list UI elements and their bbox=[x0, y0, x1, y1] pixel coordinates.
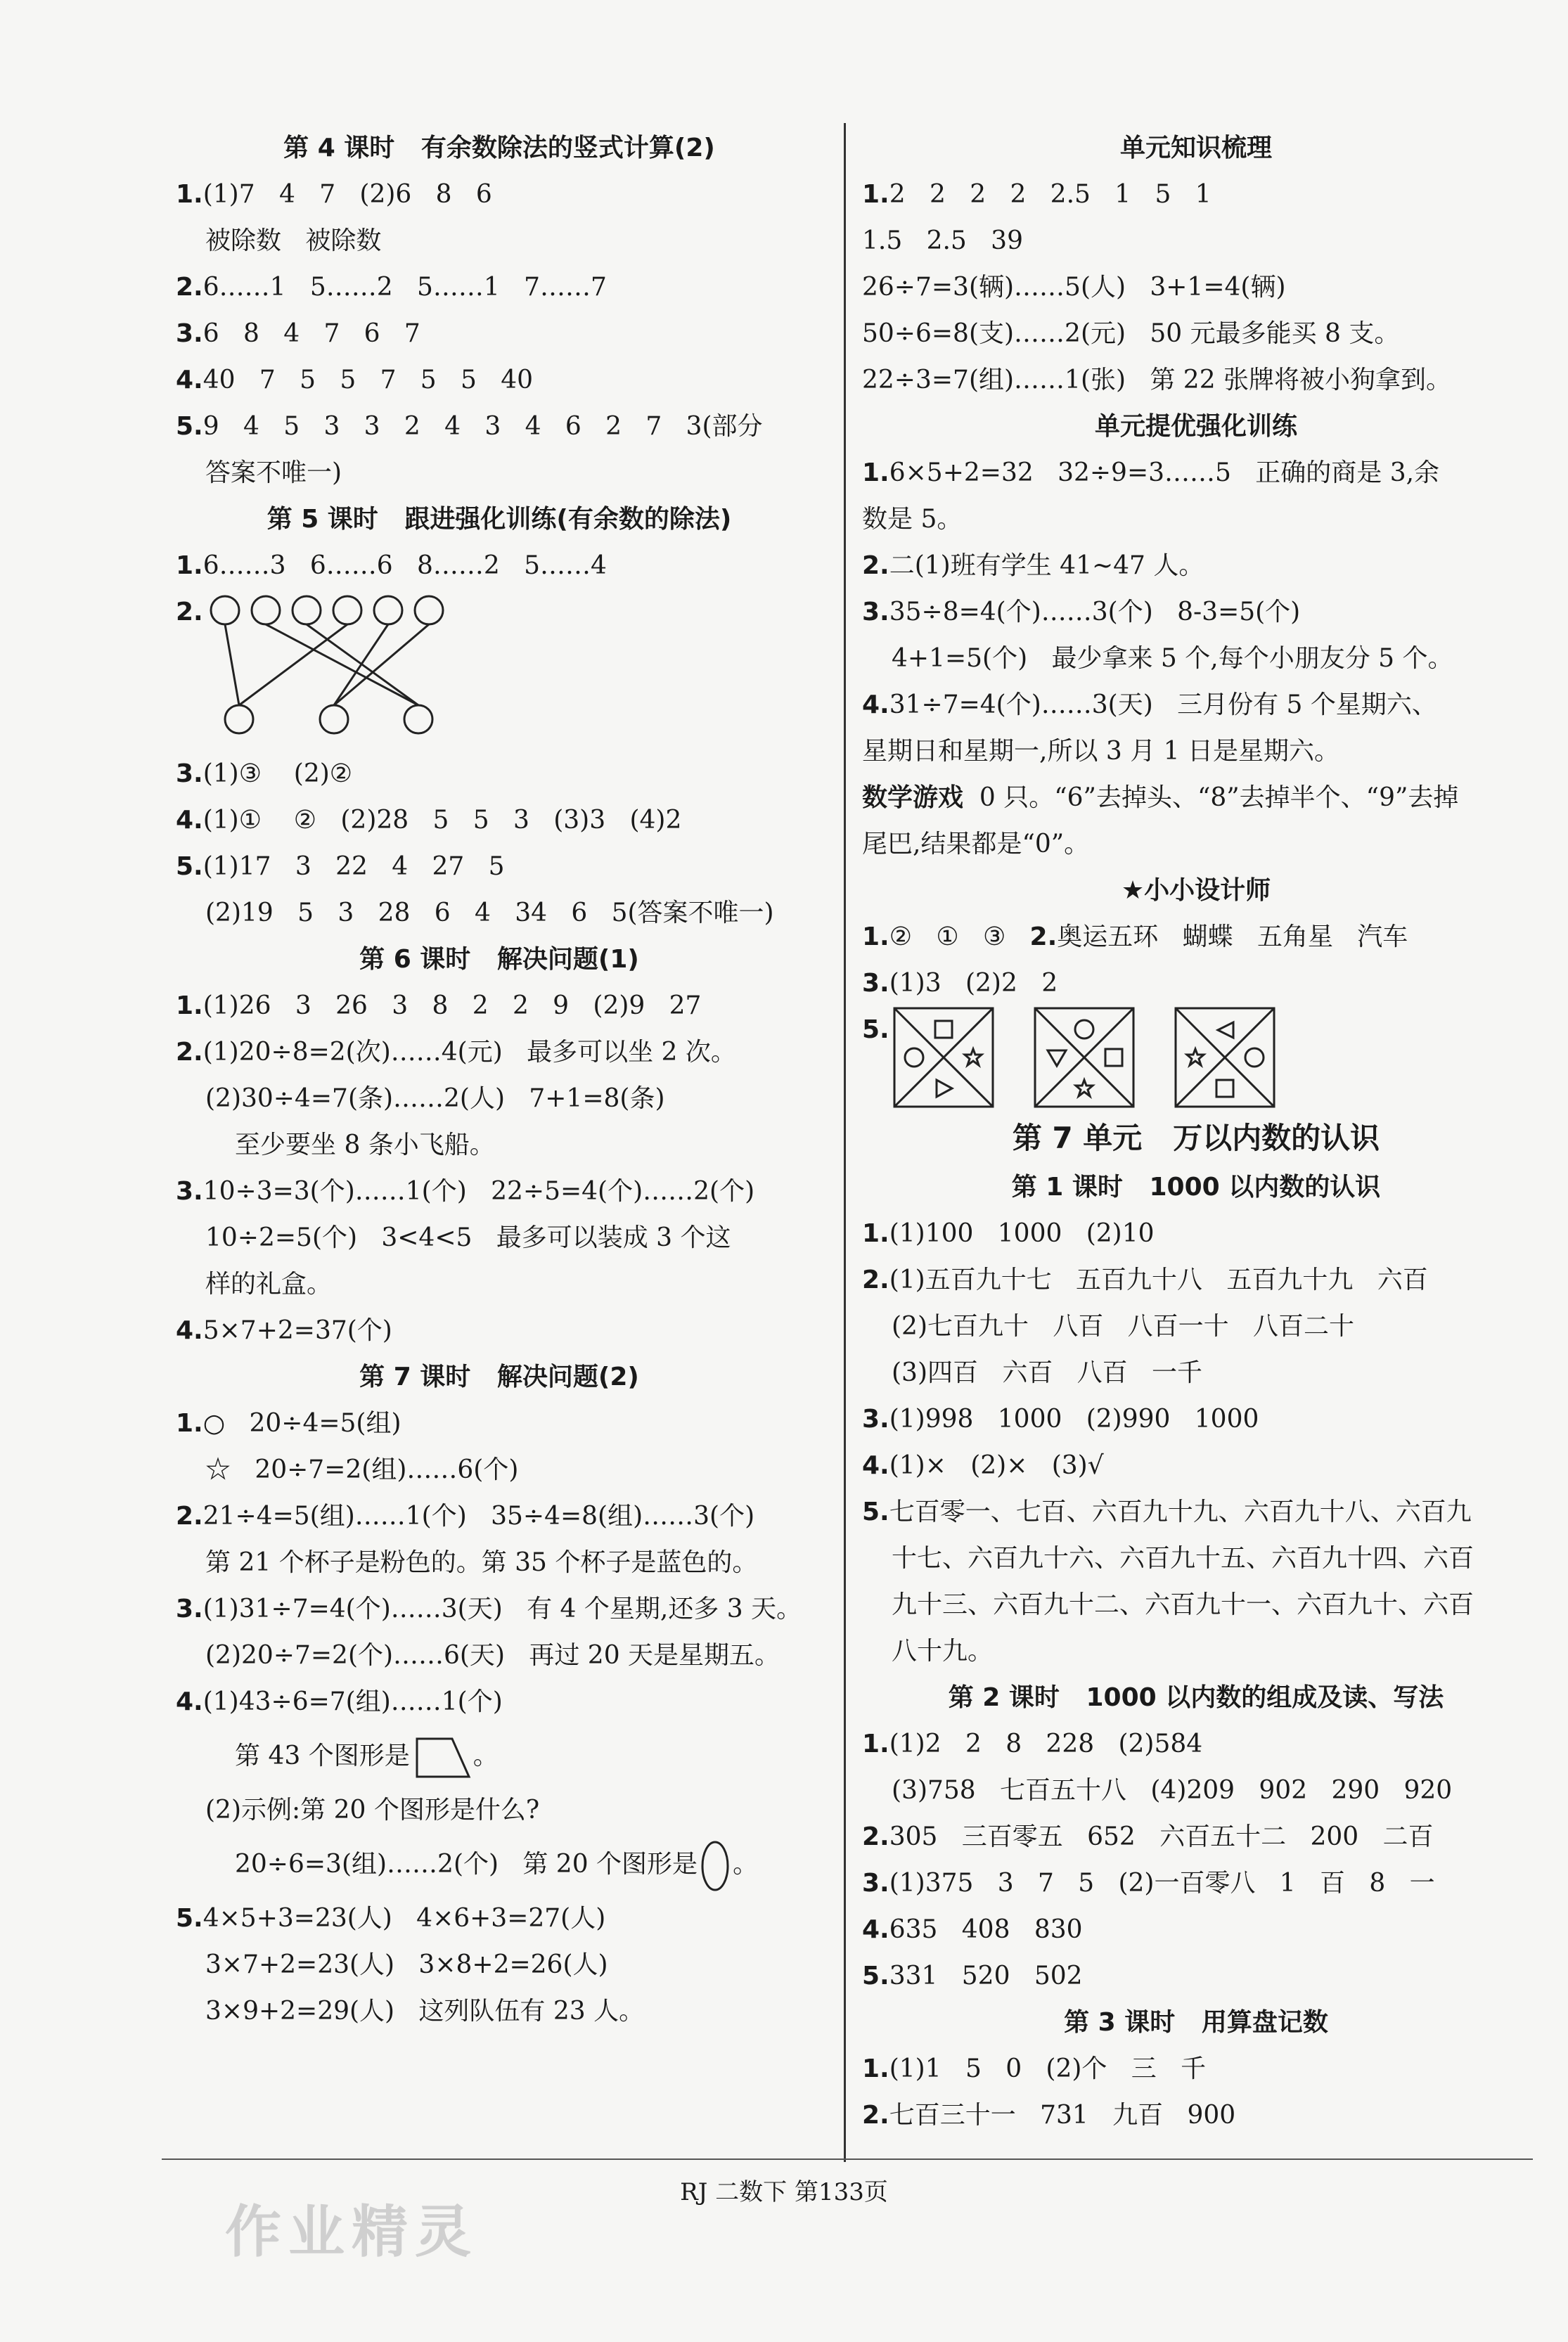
trapezoid-icon bbox=[410, 1733, 473, 1782]
answer-line: (2)30÷4=7(条)……2(人) 7+1=8(条) bbox=[205, 1084, 665, 1113]
section-title: 第 4 课时 有余数除法的竖式计算(2) bbox=[283, 134, 715, 162]
answer-line: 答案不唯一) bbox=[205, 458, 342, 487]
section-title: 单元提优强化训练 bbox=[1094, 412, 1297, 441]
answer-line: 第 21 个杯子是粉色的。第 35 个杯子是蓝色的。 bbox=[205, 1548, 758, 1577]
answer-line: 26÷7=3(辆)……5(人) 3+1=4(辆) bbox=[862, 273, 1286, 302]
section-title: 第 1 课时 1000 以内数的认识 bbox=[1011, 1173, 1381, 1202]
answer-line: 1.○ 20÷4=5(组) bbox=[176, 1409, 401, 1438]
answer-line: 4+1=5(个) 最少拿来 5 个,每个小朋友分 5 个。 bbox=[892, 644, 1453, 673]
answer-line: 2.二(1)班有学生 41~47 人。 bbox=[862, 551, 1204, 580]
answer-line: 3.(1)31÷7=4(个)……3(天) 有 4 个星期,还多 3 天。 bbox=[176, 1595, 802, 1623]
section-title: 单元知识梳理 bbox=[1119, 134, 1272, 162]
answer-line: 尾巴,结果都是“0”。 bbox=[862, 830, 1090, 858]
answer-line: 4.40 7 5 5 7 5 5 40 bbox=[176, 366, 534, 394]
answer-line: 4.(1)43÷6=7(组)……1(个) bbox=[176, 1687, 503, 1716]
answer-line: 4.31÷7=4(个)……3(天) 三月份有 5 个星期六、 bbox=[862, 690, 1437, 719]
watermark: 作业精灵 bbox=[225, 2199, 478, 2265]
section-title: 第 3 课时 用算盘记数 bbox=[1064, 2008, 1328, 2037]
answer-line: 4.635 408 830 bbox=[862, 1915, 1083, 1944]
answer-line: 至少要坐 8 条小飞船。 bbox=[235, 1131, 495, 1159]
answer-line: 3.10÷3=3(个)……1(个) 22÷5=4(个)……2(个) bbox=[176, 1177, 755, 1206]
answer-line: 被除数 被除数 bbox=[205, 226, 382, 255]
answer-line: 3×9+2=29(人) 这列队伍有 23 人。 bbox=[205, 1997, 645, 2026]
answer-line: 22÷3=7(组)……1(张) 第 22 张牌将被小狗拿到。 bbox=[862, 366, 1452, 394]
answer-line: 5.331 520 502 bbox=[862, 1962, 1083, 1990]
answer-line: 2.(1)20÷8=2(次)……4(元) 最多可以坐 2 次。 bbox=[176, 1038, 736, 1067]
answer-line: 2.(1)五百九十七 五百九十八 五百九十九 六百 bbox=[862, 1266, 1428, 1294]
answer-line: (3)四百 六百 八百 一千 bbox=[892, 1358, 1202, 1387]
answer-line: 1.(1)26 3 26 3 8 2 2 9 (2)9 27 bbox=[176, 991, 702, 1020]
answer-line: (2)19 5 3 28 6 4 34 6 5(答案不唯一) bbox=[205, 899, 774, 927]
answer-line: (2)七百九十 八百 八百一十 八百二十 bbox=[892, 1312, 1354, 1341]
answer-line: 50÷6=8(支)……2(元) 50 元最多能买 8 支。 bbox=[862, 319, 1400, 348]
answer-line: 3.(1)3 (2)2 2 bbox=[862, 969, 1058, 998]
answer-line: 第 43 个图形是 。 bbox=[176, 1725, 823, 1787]
page-footer: RJ 二数下 第133页 bbox=[680, 2178, 888, 2206]
answer-line: 3.(1)998 1000 (2)990 1000 bbox=[862, 1405, 1259, 1434]
answer-line: 1.2 2 2 2 2.5 1 5 1 bbox=[862, 180, 1212, 209]
answer-line: 2.6……1 5……2 5……1 7……7 bbox=[176, 273, 607, 302]
answer-line: 样的礼盒。 bbox=[205, 1270, 333, 1299]
answer-line: 2.305 三百零五 652 六百五十二 200 二百 bbox=[862, 1822, 1434, 1851]
answer-line: (2)示例:第 20 个图形是什么? bbox=[205, 1796, 540, 1825]
answer-line: 3.(1)③ (2)② bbox=[176, 759, 353, 788]
section-title: 第 7 课时 解决问题(2) bbox=[359, 1363, 639, 1391]
right-column bbox=[862, 125, 1530, 2139]
column-divider bbox=[844, 123, 846, 2162]
answer-line: 5.七百零一、七百、六百九十九、六百九十八、六百九 bbox=[862, 1498, 1472, 1526]
answer-line: 20÷6=3(组)……2(个) 第 20 个图形是 。 bbox=[176, 1834, 823, 1896]
answer-line: 星期日和星期一,所以 3 月 1 日是星期六。 bbox=[862, 737, 1340, 766]
answer-line: 4.5×7+2=37(个) bbox=[176, 1316, 392, 1345]
section-title: 第 2 课时 1000 以内数的组成及读、写法 bbox=[948, 1683, 1444, 1712]
answer-line: 1.6×5+2=32 32÷9=3……5 正确的商是 3,余 bbox=[862, 458, 1440, 487]
design-boxes: 5. bbox=[862, 1007, 1530, 1112]
answer-line: 3.35÷8=4(个)……3(个) 8-3=5(个) bbox=[862, 598, 1301, 626]
answer-line: 5.(1)17 3 22 4 27 5 bbox=[176, 852, 505, 881]
footer-rule bbox=[162, 2158, 1533, 2160]
answer-line: 2.七百三十一 731 九百 900 bbox=[862, 2101, 1236, 2130]
answer-line: 2.21÷4=5(组)……1(个) 35÷4=8(组)……3(个) bbox=[176, 1502, 755, 1531]
unit-title: 第 7 单元 万以内数的认识 bbox=[1012, 1121, 1380, 1155]
answer-line: 1.5 2.5 39 bbox=[862, 226, 1023, 255]
answer-line: (3)758 七百五十八 (4)209 902 290 920 bbox=[892, 1776, 1453, 1805]
answer-line: 十七、六百九十六、六百九十五、六百九十四、六百 bbox=[892, 1544, 1474, 1573]
answer-line: 4.(1)① ② (2)28 5 5 3 (3)3 (4)2 bbox=[176, 806, 682, 835]
answer-line: 1.(1)100 1000 (2)10 bbox=[862, 1219, 1155, 1248]
pattern-squares-figure bbox=[893, 1007, 1315, 1112]
answer-line: 5.9 4 5 3 3 2 4 3 4 6 2 7 3(部分 bbox=[176, 412, 763, 441]
oval-icon bbox=[698, 1838, 733, 1894]
section-title: ★小小设计师 bbox=[1121, 876, 1271, 905]
answer-line: 1.(1)7 4 7 (2)6 8 6 bbox=[176, 180, 492, 209]
section-title: 第 5 课时 跟进强化训练(有余数的除法) bbox=[266, 505, 732, 534]
answer-line: 3×7+2=23(人) 3×8+2=26(人) bbox=[205, 1950, 608, 1979]
answer-line: (2)20÷7=2(个)……6(天) 再过 20 天是星期五。 bbox=[205, 1641, 780, 1670]
answer-line: 10÷2=5(个) 3<4<5 最多可以装成 3 个这 bbox=[205, 1223, 731, 1252]
answer-line: 1.(1)2 2 8 228 (2)584 bbox=[862, 1730, 1203, 1758]
answer-line: 1.(1)1 5 0 (2)个 三 千 bbox=[862, 2054, 1207, 2083]
answer-line: 3.6 8 4 7 6 7 bbox=[176, 319, 420, 348]
circles-lines-figure bbox=[204, 589, 499, 751]
answer-line: 4.(1)× (2)× (3)√ bbox=[862, 1451, 1104, 1480]
answer-line: ☆ 20÷7=2(组)……6(个) bbox=[205, 1455, 519, 1484]
answer-line: 5.4×5+3=23(人) 4×6+3=27(人) bbox=[176, 1904, 606, 1933]
answer-line: 3.(1)375 3 7 5 (2)一百零八 1 百 8 一 bbox=[862, 1869, 1435, 1898]
answer-line: 数学游戏 0 只。“6”去掉头、“8”去掉半个、“9”去掉 bbox=[862, 783, 1459, 812]
answer-line: 1.② ① ③ 2.奥运五环 蝴蝶 五角星 汽车 bbox=[862, 922, 1408, 951]
answer-line: 数是 5。 bbox=[862, 505, 963, 534]
section-title: 第 6 课时 解决问题(1) bbox=[359, 945, 639, 974]
answer-line: 九十三、六百九十二、六百九十一、六百九十、六百 bbox=[892, 1590, 1474, 1619]
left-column bbox=[176, 125, 823, 2035]
answer-line: 八十九。 bbox=[892, 1637, 994, 1666]
matching-diagram: 2. bbox=[176, 589, 823, 751]
answer-line: 1.6……3 6……6 8……2 5……4 bbox=[176, 551, 607, 580]
